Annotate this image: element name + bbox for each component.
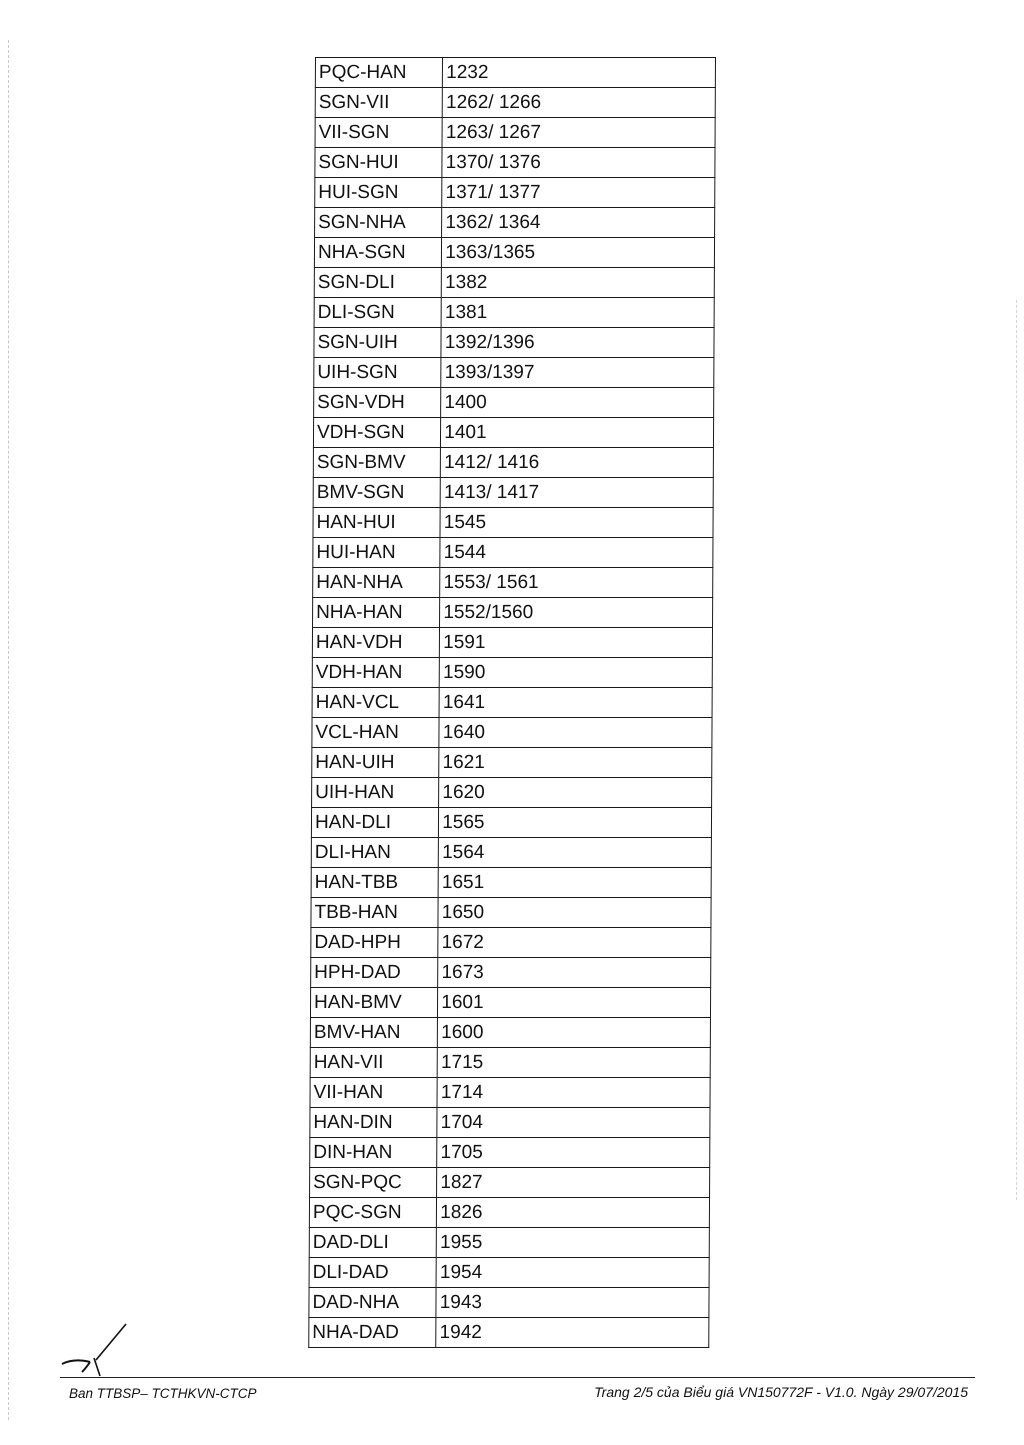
flight-number-cell: 1412/ 1416 bbox=[441, 448, 714, 478]
flight-number-cell: 1942 bbox=[436, 1318, 709, 1348]
flight-number-cell: 1651 bbox=[438, 868, 711, 898]
route-cell: HAN-UIH bbox=[312, 748, 439, 778]
flight-number-cell: 1591 bbox=[440, 628, 713, 658]
table-row bbox=[314, 388, 714, 418]
route-cell: HAN-TBB bbox=[311, 868, 438, 898]
table-row bbox=[315, 208, 715, 238]
table-row bbox=[311, 808, 711, 838]
table-row bbox=[315, 178, 715, 208]
flight-number-cell: 1401 bbox=[441, 418, 714, 448]
flight-number-cell: 1371/ 1377 bbox=[442, 178, 715, 208]
table-row bbox=[311, 838, 711, 868]
flight-number-cell: 1600 bbox=[438, 1018, 711, 1048]
route-cell: HAN-NHA bbox=[313, 568, 440, 598]
flight-number-cell: 1545 bbox=[440, 508, 713, 538]
table-row bbox=[315, 118, 715, 148]
route-cell: SGN-UIH bbox=[314, 328, 441, 358]
flight-number-cell: 1714 bbox=[437, 1078, 710, 1108]
route-cell: DAD-NHA bbox=[309, 1288, 436, 1318]
route-cell: NHA-DAD bbox=[309, 1318, 436, 1348]
table-row bbox=[312, 778, 712, 808]
table-row bbox=[314, 268, 714, 298]
table-row bbox=[310, 1108, 710, 1138]
table-row bbox=[314, 298, 714, 328]
flight-number-cell: 1544 bbox=[440, 538, 713, 568]
route-cell: SGN-PQC bbox=[310, 1168, 437, 1198]
flight-number-cell: 1232 bbox=[443, 58, 716, 88]
route-cell: DIN-HAN bbox=[310, 1138, 437, 1168]
scan-edge-left bbox=[8, 40, 10, 1420]
flight-number-cell: 1826 bbox=[437, 1198, 710, 1228]
footer-page-info: Trang 2/5 của Biểu giá VN150772F - V1.0. Ngày 29/07/2015 bbox=[594, 1384, 968, 1400]
footer-department: Ban TTBSP– TCTHKVN-CTCP bbox=[69, 1386, 257, 1401]
route-cell: UIH-HAN bbox=[312, 778, 439, 808]
route-cell: BMV-SGN bbox=[313, 478, 440, 508]
table-row bbox=[315, 148, 715, 178]
table-row bbox=[309, 1198, 709, 1228]
flight-number-cell: 1553/ 1561 bbox=[440, 568, 713, 598]
route-cell: DLI-DAD bbox=[309, 1258, 436, 1288]
flight-number-cell: 1704 bbox=[437, 1108, 710, 1138]
flight-number-cell: 1552/1560 bbox=[440, 598, 713, 628]
table-row bbox=[313, 598, 713, 628]
scan-edge-right bbox=[1016, 300, 1018, 1200]
route-cell: VII-HAN bbox=[310, 1078, 437, 1108]
route-cell: VDH-HAN bbox=[312, 658, 439, 688]
route-cell: HAN-VII bbox=[310, 1048, 437, 1078]
flight-number-cell: 1381 bbox=[441, 298, 714, 328]
route-cell: HAN-VDH bbox=[312, 628, 439, 658]
table-row bbox=[309, 1228, 709, 1258]
table-row bbox=[311, 928, 711, 958]
route-cell: SGN-DLI bbox=[314, 268, 441, 298]
flight-number-cell: 1641 bbox=[439, 688, 712, 718]
route-cell: TBB-HAN bbox=[311, 898, 438, 928]
route-cell: PQC-SGN bbox=[309, 1198, 436, 1228]
table-row bbox=[315, 58, 715, 88]
route-cell: SGN-NHA bbox=[315, 208, 442, 238]
table-row bbox=[313, 538, 713, 568]
table-body bbox=[309, 58, 716, 1348]
flight-number-cell: 1954 bbox=[436, 1258, 709, 1288]
table-row bbox=[313, 568, 713, 598]
table-row bbox=[310, 1168, 710, 1198]
route-cell: UIH-SGN bbox=[314, 358, 441, 388]
table-row bbox=[312, 718, 712, 748]
flight-number-cell: 1370/ 1376 bbox=[442, 148, 715, 178]
route-cell: DAD-HPH bbox=[311, 928, 438, 958]
flight-number-cell: 1943 bbox=[436, 1288, 709, 1318]
table-row bbox=[311, 958, 711, 988]
flight-number-cell: 1601 bbox=[438, 988, 711, 1018]
table-row bbox=[312, 748, 712, 778]
table-row bbox=[314, 328, 714, 358]
flight-number-cell: 1362/ 1364 bbox=[442, 208, 715, 238]
route-cell: HUI-HAN bbox=[313, 538, 440, 568]
route-cell: HAN-HUI bbox=[313, 508, 440, 538]
route-cell: HUI-SGN bbox=[315, 178, 442, 208]
table-row bbox=[312, 658, 712, 688]
table-row bbox=[312, 688, 712, 718]
route-cell: HPH-DAD bbox=[311, 958, 438, 988]
table-row bbox=[312, 628, 712, 658]
flight-number-cell: 1621 bbox=[439, 748, 712, 778]
table-row bbox=[310, 1018, 710, 1048]
route-cell: SGN-VII bbox=[315, 88, 442, 118]
table-row bbox=[309, 1258, 709, 1288]
route-cell: DAD-DLI bbox=[309, 1228, 436, 1258]
route-cell: SGN-BMV bbox=[313, 448, 440, 478]
route-cell: HAN-DIN bbox=[310, 1108, 437, 1138]
route-cell: HAN-DLI bbox=[311, 808, 438, 838]
table-row bbox=[310, 988, 710, 1018]
route-cell: VII-SGN bbox=[315, 118, 442, 148]
footer-divider bbox=[60, 1377, 975, 1378]
flight-number-cell: 1263/ 1267 bbox=[442, 118, 715, 148]
table-row bbox=[311, 868, 711, 898]
table-row bbox=[310, 1048, 710, 1078]
flight-number-cell: 1400 bbox=[441, 388, 714, 418]
route-cell: DLI-HAN bbox=[311, 838, 438, 868]
table-row bbox=[313, 478, 713, 508]
route-cell: HAN-BMV bbox=[310, 988, 437, 1018]
table-row bbox=[313, 448, 713, 478]
flight-route-table bbox=[308, 57, 716, 1348]
flight-number-cell: 1673 bbox=[438, 958, 711, 988]
flight-number-cell: 1392/1396 bbox=[441, 328, 714, 358]
flight-number-cell: 1705 bbox=[437, 1138, 710, 1168]
table-row bbox=[313, 508, 713, 538]
table-row bbox=[315, 88, 715, 118]
flight-number-cell: 1393/1397 bbox=[441, 358, 714, 388]
table-row bbox=[314, 238, 714, 268]
route-cell: HAN-VCL bbox=[312, 688, 439, 718]
route-cell: VCL-HAN bbox=[312, 718, 439, 748]
route-cell: DLI-SGN bbox=[314, 298, 441, 328]
flight-number-cell: 1413/ 1417 bbox=[440, 478, 713, 508]
flight-number-cell: 1827 bbox=[437, 1168, 710, 1198]
route-cell: BMV-HAN bbox=[310, 1018, 437, 1048]
flight-number-cell: 1640 bbox=[439, 718, 712, 748]
table-row bbox=[309, 1318, 709, 1348]
flight-number-cell: 1620 bbox=[439, 778, 712, 808]
table-row bbox=[310, 1078, 710, 1108]
flight-number-cell: 1564 bbox=[439, 838, 712, 868]
flight-number-cell: 1650 bbox=[438, 898, 711, 928]
flight-number-cell: 1672 bbox=[438, 928, 711, 958]
flight-number-cell: 1955 bbox=[436, 1228, 709, 1258]
flight-number-cell: 1262/ 1266 bbox=[442, 88, 715, 118]
table-row bbox=[313, 418, 713, 448]
table-row bbox=[309, 1288, 709, 1318]
table-row bbox=[310, 1138, 710, 1168]
route-cell: SGN-VDH bbox=[314, 388, 441, 418]
flight-number-cell: 1565 bbox=[439, 808, 712, 838]
flight-number-cell: 1590 bbox=[439, 658, 712, 688]
table-row bbox=[311, 898, 711, 928]
route-cell: VDH-SGN bbox=[313, 418, 440, 448]
route-cell: PQC-HAN bbox=[315, 58, 442, 88]
signature-mark bbox=[60, 1322, 140, 1378]
flight-number-cell: 1382 bbox=[442, 268, 715, 298]
flight-number-cell: 1715 bbox=[437, 1048, 710, 1078]
table-row bbox=[314, 358, 714, 388]
flight-number-cell: 1363/1365 bbox=[442, 238, 715, 268]
route-cell: SGN-HUI bbox=[315, 148, 442, 178]
route-cell: NHA-HAN bbox=[313, 598, 440, 628]
route-cell: NHA-SGN bbox=[314, 238, 441, 268]
